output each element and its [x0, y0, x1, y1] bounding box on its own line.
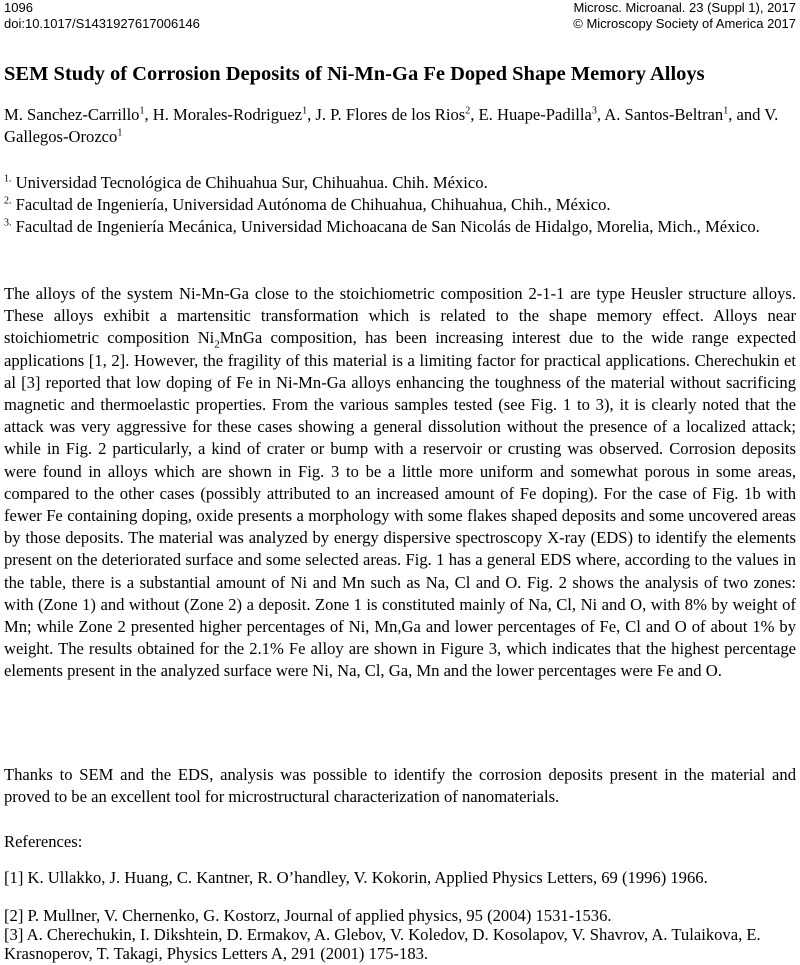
affiliation-number: 2.	[4, 195, 12, 207]
author-list	[4, 104, 796, 148]
author-affiliation-mark: 1	[139, 105, 145, 117]
page-number: 1096	[4, 0, 33, 15]
affiliation-number: 1.	[4, 173, 12, 185]
affiliation-text: Universidad Tecnológica de Chihuahua Sur, Chihuahua. Chih. México.	[11, 173, 488, 192]
author-separator: ,	[307, 105, 316, 124]
reference-item: [2] P. Mullner, V. Chernenko, G. Kostorz, Journal of applied physics, 95 (2004) 1531-1536.	[4, 906, 612, 925]
author-name: M. Sanchez-Carrillo	[4, 105, 140, 124]
paper-title: SEM Study of Corrosion Deposits of Ni-Mn-Ga Fe Doped Shape Memory Alloys	[4, 63, 705, 85]
doi: doi:10.1017/S1431927617006146	[4, 16, 200, 31]
conclusion-paragraph: Thanks to SEM and the EDS, analysis was possible to identify the corrosion deposits present in the material and proved to be an excellent tool for microstructural characterization of nanomaterials.	[4, 765, 796, 807]
author-name: H. Morales-Rodriguez	[152, 105, 303, 124]
author-affiliation-mark: 3	[591, 105, 597, 117]
author-separator: ,	[144, 105, 153, 124]
author-affiliation-mark: 1	[723, 105, 729, 117]
body-text: The alloys of the system Ni-Mn-Ga close to the stoichiometric composition 2-1-1 are type Heusler structure alloys. These alloys exhibit a martensitic transformation which is related to the shape memory effect. Alloys near stoichiometric composition Ni	[4, 284, 796, 348]
affiliation	[4, 172, 796, 194]
author-name: J. P. Flores de los Rios	[315, 105, 466, 124]
author-name: E. Huape-Padilla	[478, 105, 592, 124]
author-name: V. Gallegos-Orozco	[4, 105, 779, 146]
references-heading: References:	[4, 832, 83, 851]
page-header-right	[573, 0, 796, 32]
affiliation-text: Facultad de Ingeniería Mecánica, Universidad Michoacana de San Nicolás de Hidalgo, Morelia, Mich., México.	[11, 217, 760, 236]
author-name: A. Santos-Beltran	[604, 105, 724, 124]
affiliation-text: Facultad de Ingeniería, Universidad Autónoma de Chihuahua, Chihuahua, Chih., México.	[11, 195, 611, 214]
reference-item: [1] K. Ullakko, J. Huang, C. Kantner, R. O’handley, V. Kokorin, Applied Physics Letters, 69 (1996) 1966.	[4, 868, 708, 887]
journal-citation: Microsc. Microanal. 23 (Suppl 1), 2017	[573, 0, 796, 15]
affiliation	[4, 216, 796, 238]
subscript: 2	[214, 338, 220, 351]
reference-item: [3] A. Cherechukin, I. Dikshtein, D. Ermakov, A. Glebov, V. Koledov, D. Kosolapov, V. Shavrov, A. Tulaikova, E. Krasnoperov, T. Takagi, Physics Letters A, 291 (2001) 175-183.	[4, 925, 761, 963]
affiliation	[4, 194, 796, 216]
copyright: © Microscopy Society of America 2017	[573, 16, 796, 31]
affiliation-number: 3.	[4, 217, 12, 229]
body-paragraph	[4, 283, 796, 683]
author-affiliation-mark: 1	[302, 105, 308, 117]
author-separator: , and	[728, 105, 765, 124]
author-affiliation-mark: 2	[465, 105, 471, 117]
author-separator: ,	[596, 105, 605, 124]
author-separator: ,	[470, 105, 479, 124]
author-affiliation-mark: 1	[117, 127, 123, 139]
page-header-left	[4, 0, 200, 32]
body-text: MnGa composition, has been increasing interest due to the wide range expected applications [1, 2]. However, the fragility of this material is a limiting factor for practical applications. Cherechukin et al [3] reported that low doping of Fe in Ni-Mn-Ga alloys enhancing the toughness of the material without sacrificing magnetic and thermoelastic properties. From the various samples tested (see Fig. 1 to 3), it is clearly noted that the attack was very aggressive for these cases showing a general dissolution without the presence of a localized attack; while in Fig. 2 particularly, a kind of crater or bump with a reservoir or crusting was observed. Corrosion deposits were found in alloys which are shown in Fig. 3 to be a little more uniform and somewhat porous in some areas, compared to the other cases (possibly attributed to an increased amount of Fe doping). For the case of Fig. 1b with fewer Fe containing doping, oxide presents a morphology with some flakes shaped deposits and some uncovered areas by those deposits. The material was analyzed by energy dispersive spectroscopy X-ray (EDS) to identify the elements present on the deteriorated surface and some selected areas. Fig. 1 has a general EDS where, according to the values in the table, there is a substantial amount of Ni and Mn such as Na, Cl and O. Fig. 2 shows the analysis of two zones: with (Zone 1) and without (Zone 2) a deposit. Zone 1 is constituted mainly of Na, Cl, Ni and O, with 8% by weight of Mn; while Zone 2 presented higher percentages of Ni, Mn,Ga and lower percentages of Fe, Cl and O of about 1% by weight. The results obtained for the 2.1% Fe alloy are shown in Figure 3, which indicates that the highest percentage elements present in the analyzed surface were Ni, Na, Cl, Ga, Mn and the lower percentages were Fe and O.	[4, 328, 797, 681]
